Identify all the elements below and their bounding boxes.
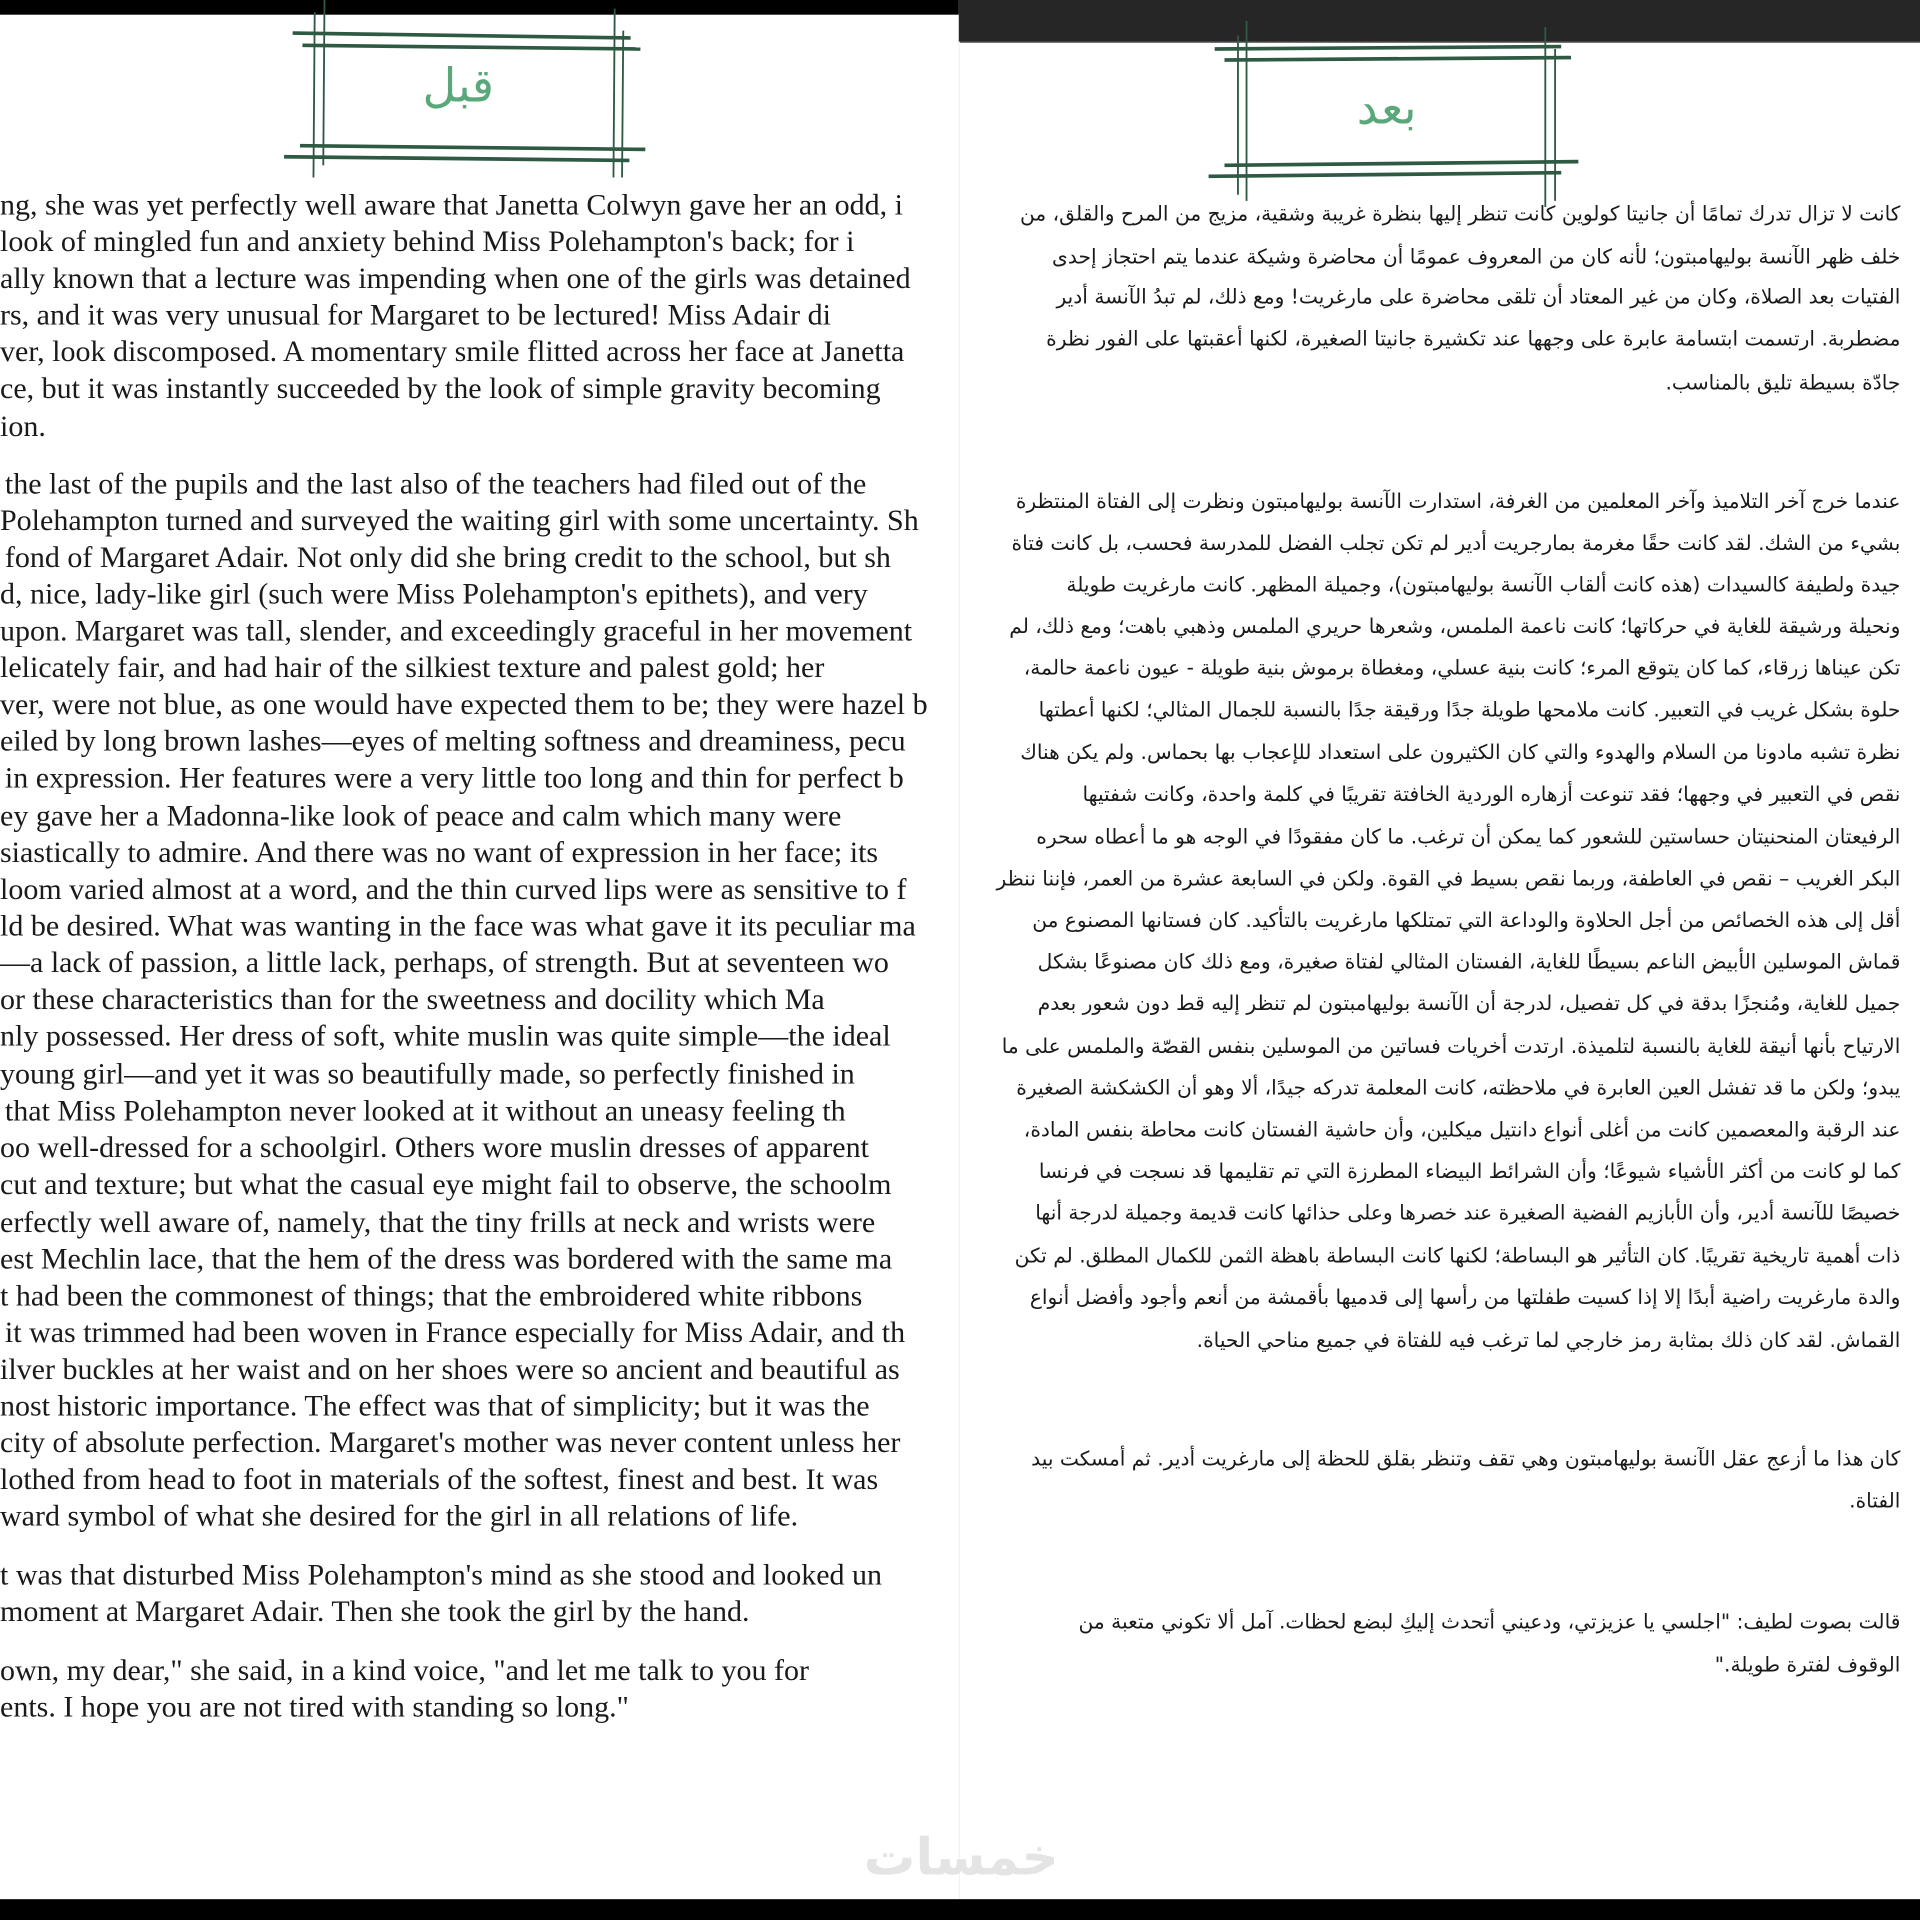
translated-arabic-text (970, 0, 1901, 1898)
english-text-line: ver, look discomposed. A momentary smile flitted across her face at Janetta (0, 335, 905, 369)
english-text-line: ce, but it was instantly succeeded by the look of simple gravity becoming (0, 372, 881, 406)
english-text-line: ver, were not blue, as one would have expected them to be; they were hazel b (0, 688, 928, 722)
english-text-line: —a lack of passion, a little lack, perhaps, of strength. But at seventeen wo (0, 946, 889, 980)
arabic-text-line: كانت لا تزال تدرك تمامًا أن جانيتا كولوين كانت تنظر إليها بنظرة غريبة وشقية، مزيج من المرح والقلق، من (1020, 202, 1901, 226)
arabic-text-line: أقل إلى هذه الخصائص من أجل الحلاوة والوداعة التي تمتلكها مارغريت بالتأكيد. كان فستانها المصنوع من (1032, 908, 1901, 932)
english-text-line: d, nice, lady-like girl (such were Miss Polehampton's epithets), and very (0, 577, 868, 612)
arabic-text-line: قالت بصوت لطيف: "اجلسي يا عزيزتي، ودعيني أتحدث إليكِ لبضع لحظات. آمل ألا تكوني متعبة من (1078, 1610, 1901, 1634)
english-text-line: moment at Margaret Adair. Then she took the girl by the hand. (0, 1595, 750, 1629)
english-text-line: cut and texture; but what the casual eye might fail to observe, the schoolm (0, 1168, 892, 1202)
english-text-line: oo well-dressed for a schoolgirl. Others wore muslin dresses of apparent (0, 1131, 869, 1165)
arabic-text-line: جميل للغاية، ومُنجزًا بدقة في كل تفصيل، لدرجة أن الآنسة بوليهامبتون لم تنظر إليه قط دون شعور بعدم (1037, 991, 1901, 1016)
english-text-line: ion. (0, 410, 46, 444)
english-text-line: siastically to admire. And there was no want of expression in her face; its (0, 836, 879, 870)
arabic-text-line: عندما خرج آخر التلاميذ وآخر المعلمين من الغرفة، استدارت الآنسة بوليهامبتون ونظرت إلى الفتاة المنتظرة (1015, 489, 1901, 514)
english-text-line: loom varied almost at a word, and the thin curved lips were as sensitive to f (0, 873, 907, 907)
english-text-line: lothed from head to foot in materials of the softest, finest and best. It was (0, 1463, 879, 1497)
english-text-line: upon. Margaret was tall, slender, and exceedingly graceful in her movement (0, 614, 913, 648)
english-text-line: look of mingled fun and anxiety behind Miss Polehampton's back; for i (0, 225, 855, 259)
arabic-text-line: يبدو؛ ولكن ما قد تفشل العين العابرة في ملاحظته، كانت المعلمة تدركه جيدًا، ألا وهو أن الكشكشة الصغيرة (1016, 1076, 1901, 1100)
arabic-text-line: كما لو كانت من أكثر الأشياء شيوعًا؛ وأن الشرائط البيضاء المطرزة التي تم تقليمها قد نسجت في فرنسا (1038, 1159, 1901, 1183)
english-text-line: in expression. Her features were a very little too long and thin for perfect b (4, 761, 904, 795)
arabic-text-line: الرفيعتان المنحنيتان حساستين للشعور كما يمكن أن ترغب. ما كان مفقودًا في الوجه هو ما أعطاه سحره (1036, 825, 1901, 849)
arabic-text-line: تكن عيناها زرقاء، كما كان يتوقع المرء؛ كانت بنية عسلي، ومغطاة برموش بنية طويلة - عيون ناعمة حالمة، (1023, 656, 1901, 680)
english-text-line: eiled by long brown lashes—eyes of melting softness and dreaminess, pecu (0, 724, 906, 758)
english-text-line: ld be desired. What was wanting in the face was what gave it its peculiar ma (0, 909, 916, 943)
english-text-line: ilver buckles at her waist and on her shoes were so ancient and beautiful as (0, 1353, 900, 1387)
panel-divider (959, 42, 960, 1900)
arabic-text-line: قماش الموسلين الأبيض الناعم بسيطًا للغاية، الفستان المثالي لفتاة صغيرة، ومع ذلك كان مصنوعًا بشكل (1037, 950, 1901, 974)
arabic-text-line: جادّة بسيطة تليق بالمناسب. (1665, 371, 1901, 395)
english-text-line: nost historic importance. The effect was that of simplicity; but it was the (0, 1389, 870, 1423)
english-text-line: t was that disturbed Miss Polehampton's mind as she stood and looked un (0, 1558, 883, 1592)
watermark: خمسات (863, 1826, 1059, 1887)
before-label: قبل (422, 58, 494, 113)
english-text-line: est Mechlin lace, that the hem of the dress was bordered with the same ma (0, 1242, 893, 1276)
arabic-text-line: الارتياح بأنها أنيقة للغاية بالنسبة لتلميذة. ارتدت أخريات فساتين من الموسلين بنفس القصّة والملمس على ما (1001, 1034, 1901, 1058)
arabic-text-line: بشيء من الشك. لقد كانت حقًا مغرمة بمارجريت أدير لم تكن تجلب الفضل للمدرسة فحسب، بل كانت فتاة (1011, 531, 1901, 555)
english-text-line: fond of Margaret Adair. Not only did she bring credit to the school, but sh (4, 541, 891, 575)
arabic-text-line: مضطربة. ارتسمت ابتسامة عابرة على وجهها عند تكشيرة جانيتا الصغيرة، لكنها أعقبتها على الفور نظرة (1046, 326, 1901, 351)
bottom-bar (0, 1899, 1920, 1920)
arabic-text-line: الوقوف لفترة طويلة." (1714, 1653, 1901, 1677)
english-text-line: t had been the commonest of things; that the embroidered white ribbons (0, 1279, 863, 1313)
english-text-line: young girl—and yet it was so beautifully made, so perfectly finished in (0, 1057, 855, 1092)
arabic-text-line: جيدة ولطيفة كالسيدات (هذه كانت ألقاب الآنسة بوليهامبتون)، وجميلة المظهر. كانت مارغريت طويلة (1066, 573, 1901, 597)
arabic-text-line: نقص في التعبير في وجهها؛ فقد تنوعت أزهاره الوردية الخافتة تقريبًا في كلمة واحدة، وكانت شفتيها (1082, 782, 1901, 806)
english-text-line: lelicately fair, and had hair of the silkiest texture and palest gold; her (0, 651, 825, 685)
english-text-line: it was trimmed had been woven in France especially for Miss Adair, and th (4, 1316, 906, 1350)
arabic-text-line: والدة مارغريت راضية أبدًا إلا إذا كسيت طفلتها من رأسها إلى قدميها بأقمشة من أنعم وأجود وأفضل أنواع (1029, 1285, 1901, 1309)
arabic-text-line: كان هذا ما أزعج عقل الآنسة بوليهامبتون وهي تقف وتنظر بقلق للحظة إلى مارغريت أدير. ثم أمسكت بيد (1031, 1447, 1901, 1471)
english-text-line: ng, she was yet perfectly well aware that Janetta Colwyn gave her an odd, i (0, 188, 904, 222)
english-text-line: ward symbol of what she desired for the girl in all relations of life. (0, 1500, 799, 1534)
arabic-text-line: حلوة بشكل غريب في التعبير. كانت ملامحها طويلة جدًا ورقيقة جدًا بالنسبة للجمال المثالي؛ لكنها أعطتها (1038, 697, 1901, 722)
arabic-text-line: ونحيلة ورشيقة للغاية في حركاتها؛ كانت ناعمة الملمس، وشعرها حريري الملمس وذهبي باهت؛ ومع ذلك، لم (1009, 614, 1901, 638)
english-text-line: ey gave her a Madonna-like look of peace and calm which many were (0, 799, 842, 833)
arabic-text-line: خلف ظهر الآنسة بوليهامبتون؛ لأنه كان من المعروف عمومًا أن محاضرة وشيكة عندما يتم احتجاز إحدى (1052, 244, 1901, 269)
english-text-line: or these characteristics than for the sweetness and docility which Ma (0, 983, 825, 1017)
original-english-text (0, 0, 959, 1898)
english-text-line: ents. I hope you are not tired with standing so long." (0, 1691, 629, 1725)
english-text-line: own, my dear," she said, in a kind voice, "and let me talk to you for (0, 1654, 809, 1688)
arabic-text-line: نظرة تشبه مادونا من السلام والهدوء والتي كان الكثيرون على استعداد للإعجاب بها بحماس. ولم يكن هناك (1020, 740, 1901, 765)
english-text-line: the last of the pupils and the last also of the teachers had filed out of the (4, 467, 867, 501)
arabic-text-line: ذات أهمية تاريخية تقريبًا. كان التأثير هو البساطة؛ لكنها كانت البساطة باهظة الثمن للكمال المطلق. لم تكن (1014, 1244, 1901, 1268)
english-text-line: city of absolute perfection. Margaret's mother was never content unless her (0, 1426, 901, 1460)
english-text-line: ally known that a lecture was impending when one of the girls was detained (0, 262, 911, 296)
english-text-line: rs, and it was very unusual for Margaret to be lectured! Miss Adair di (0, 298, 831, 332)
english-text-line: erfectly well aware of, namely, that the tiny frills at neck and wrists were (0, 1206, 876, 1240)
arabic-text-line: البكر الغريب – نقص في العاطفة، وربما نقص بسيط في القوة. ولكن في السابعة عشرة من العمر، فإننا ننظر (996, 866, 1901, 891)
arabic-text-line: خصيصًا للآنسة أدير، وأن الأبازيم الفضية الصغيرة عند خصرها وعلى حذائها كانت قديمة وجميلة لدرجة أنها (1035, 1201, 1901, 1225)
arabic-text-line: عند الرقبة والمعصمين كانت من أغلى أنواع دانتيل ميكلين، وأن حاشية الفستان كانت محاطة بنفس المادة، (1023, 1117, 1901, 1142)
arabic-text-line: القماش. لقد كان ذلك بمثابة رمز خارجي لما ترغب فيه للفتاة في جميع مناحي الحياة. (1196, 1328, 1901, 1352)
english-text-line: nly possessed. Her dress of soft, white muslin was quite simple—the ideal (0, 1020, 891, 1054)
after-label: بعد (1356, 80, 1417, 135)
english-text-line: Polehampton turned and surveyed the waiting girl with some uncertainty. Sh (0, 504, 919, 538)
arabic-text-line: الفتيات بعد الصلاة، وكان من غير المعتاد أن تلقى محاضرة على مارغريت! ومع ذلك، لم تبدُ الآنسة أدير (1056, 285, 1901, 309)
english-text-line: that Miss Polehampton never looked at it without an uneasy feeling th (4, 1094, 846, 1128)
arabic-text-line: الفتاة. (1849, 1488, 1901, 1513)
